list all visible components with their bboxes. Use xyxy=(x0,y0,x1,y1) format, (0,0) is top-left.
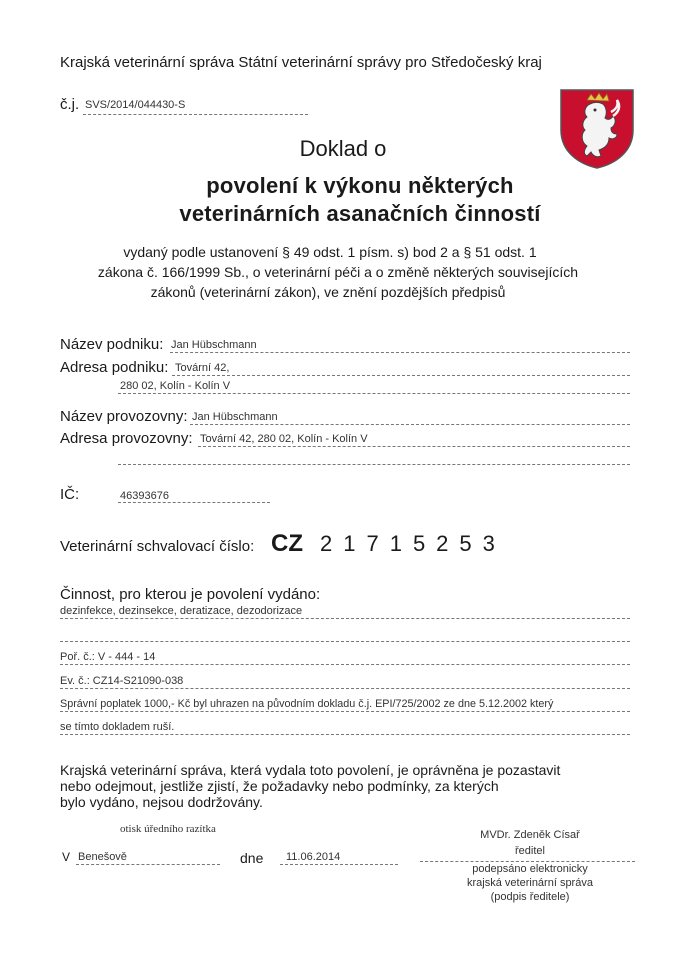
date-value: 11.06.2014 xyxy=(286,851,341,863)
activity-underline-2 xyxy=(60,641,630,642)
company-address-line-2: 280 02, Kolín - Kolín V xyxy=(120,380,231,392)
legal-basis-line-2: zákona č. 166/1999 Sb., o veterinární péči a o změně některých souvisejících xyxy=(97,264,579,280)
order-number: Poř. č.: V - 444 - 14 xyxy=(60,651,156,663)
signer-role: ředitel xyxy=(515,845,545,857)
activity-value: dezinfekce, dezinsekce, deratizace, dezodorizace xyxy=(60,605,303,617)
place-value: Benešově xyxy=(78,851,127,863)
approval-number-prefix: CZ xyxy=(271,530,303,557)
signer-name: MVDr. Zdeněk Císař xyxy=(480,829,580,841)
signed-note-3: (podpis ředitele) xyxy=(490,891,570,903)
facility-name-underline xyxy=(190,424,630,425)
facility-name-label: Název provozovny: xyxy=(60,408,188,425)
fee-note-underline-2 xyxy=(60,734,630,735)
ic-value: 46393676 xyxy=(120,490,169,502)
company-name-value: Jan Hübschmann xyxy=(171,339,257,351)
ic-underline xyxy=(118,502,270,503)
activity-underline-1 xyxy=(60,618,630,619)
company-name-underline xyxy=(170,352,630,353)
company-address-label: Adresa podniku: xyxy=(60,359,169,376)
fee-note-underline-1 xyxy=(60,711,630,712)
approval-number-digits: 21715253 xyxy=(320,531,506,556)
facility-address-underline xyxy=(198,446,630,447)
title-line-2: povolení k výkonu některých xyxy=(206,173,514,198)
date-underline xyxy=(280,864,398,865)
title-line-3: veterinárních asanačních činností xyxy=(179,201,541,226)
legal-basis-line-1: vydaný podle ustanovení § 49 odst. 1 písm. s) bod 2 a § 51 odst. 1 xyxy=(123,244,537,260)
statement-line-3: bylo vydáno, nejsou dodržovány. xyxy=(60,794,263,810)
approval-number-label: Veterinární schvalovací číslo: xyxy=(60,538,255,555)
company-address-line-1: Tovární 42, xyxy=(175,362,230,374)
registration-number-underline xyxy=(60,688,630,689)
order-number-underline xyxy=(60,664,630,665)
official-stamp-note: otisk úředního razítka xyxy=(120,823,216,835)
ic-label: IČ: xyxy=(60,486,80,503)
facility-address-value: Tovární 42, 280 02, Kolín - Kolín V xyxy=(200,433,368,445)
ref-label: č.j. xyxy=(60,96,80,113)
place-prefix: V xyxy=(62,850,71,864)
statement-line-1: Krajská veterinární správa, která vydala toto povolení, je oprávněna je pozastavit xyxy=(60,762,561,778)
facility-address-label: Adresa provozovny: xyxy=(60,430,193,447)
place-underline xyxy=(76,864,220,865)
company-name-label: Název podniku: xyxy=(60,336,164,353)
fee-note-line-1: Správní poplatek 1000,- Kč byl uhrazen na původním dokladu č.j. EPI/725/2002 ze dne 5.12.2002 který xyxy=(60,698,554,710)
statement-line-2: nebo odejmout, jestliže zjistí, že požadavky nebo podmínky, za kterých xyxy=(60,778,499,794)
facility-address-underline-2 xyxy=(118,464,630,465)
company-address-underline-1 xyxy=(172,375,630,376)
legal-basis-line-3: zákonů (veterinární zákon), ve znění pozdějších předpisů xyxy=(150,284,506,300)
ref-underline xyxy=(83,114,308,115)
signed-note-2: krajská veterinární správa xyxy=(467,877,593,889)
authority-header: Krajská veterinární správa Státní veterinární správy pro Středočeský kraj xyxy=(60,54,542,71)
signature-line xyxy=(420,861,635,862)
ref-value: SVS/2014/044430-S xyxy=(85,99,186,111)
signed-note-1: podepsáno elektronicky xyxy=(472,863,588,875)
title-line-1: Doklad o xyxy=(299,136,387,161)
registration-number: Ev. č.: CZ14-S21090-038 xyxy=(60,675,184,687)
activity-label: Činnost, pro kterou je povolení vydáno: xyxy=(60,586,321,603)
fee-note-line-2: se tímto dokladem ruší. xyxy=(60,721,175,733)
company-address-underline-2 xyxy=(118,393,630,394)
date-label: dne xyxy=(240,850,264,866)
facility-name-value: Jan Hübschmann xyxy=(192,411,278,423)
